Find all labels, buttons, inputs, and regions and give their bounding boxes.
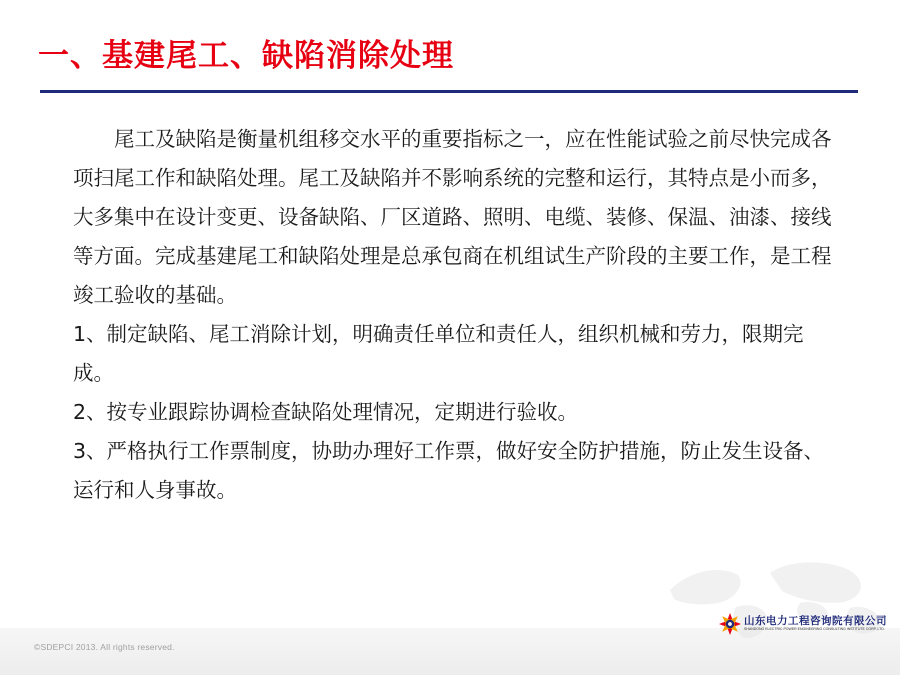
company-logo (718, 612, 898, 638)
company-name: 山东电力工程咨询院有限公司 (744, 615, 887, 627)
list-item-2: 2、按专业跟踪协调检查缺陷处理情况，定期进行验收。 (73, 400, 579, 424)
title-divider (40, 90, 858, 93)
list-item-3: 3、严格执行工作票制度，协助办理好工作票，做好安全防护措施，防止发生设备、运行和人身事故。 (73, 439, 825, 502)
intro-paragraph: 尾工及缺陷是衡量机组移交水平的重要指标之一，应在性能试验之前尽快完成各项扫尾工作和缺陷处理。尾工及缺陷并不影响系统的完整和运行，其特点是小而多，大多集中在设计变更、设备缺陷、厂区道路、照明、电缆、装修、保温、油漆、接线等方面。完成基建尾工和缺陷处理是总承包商在机组试生产阶段的主要工作，是工程竣工验收的基础。 (73, 127, 832, 307)
copyright-text: ©SDEPCI 2013. All rights reserved. (34, 642, 175, 652)
slide-body (73, 120, 833, 510)
sdepci-logo-icon (718, 612, 742, 636)
company-english-name: SHANDONG ELECTRIC POWER ENGINEERING CONSULTING INSTITUTE CORP.,LTD. (744, 627, 885, 631)
slide-title: 一、基建尾工、缺陷消除处理 (38, 38, 454, 74)
list-item-1: 1、制定缺陷、尾工消除计划，明确责任单位和责任人，组织机械和劳力，限期完成。 (73, 322, 804, 385)
